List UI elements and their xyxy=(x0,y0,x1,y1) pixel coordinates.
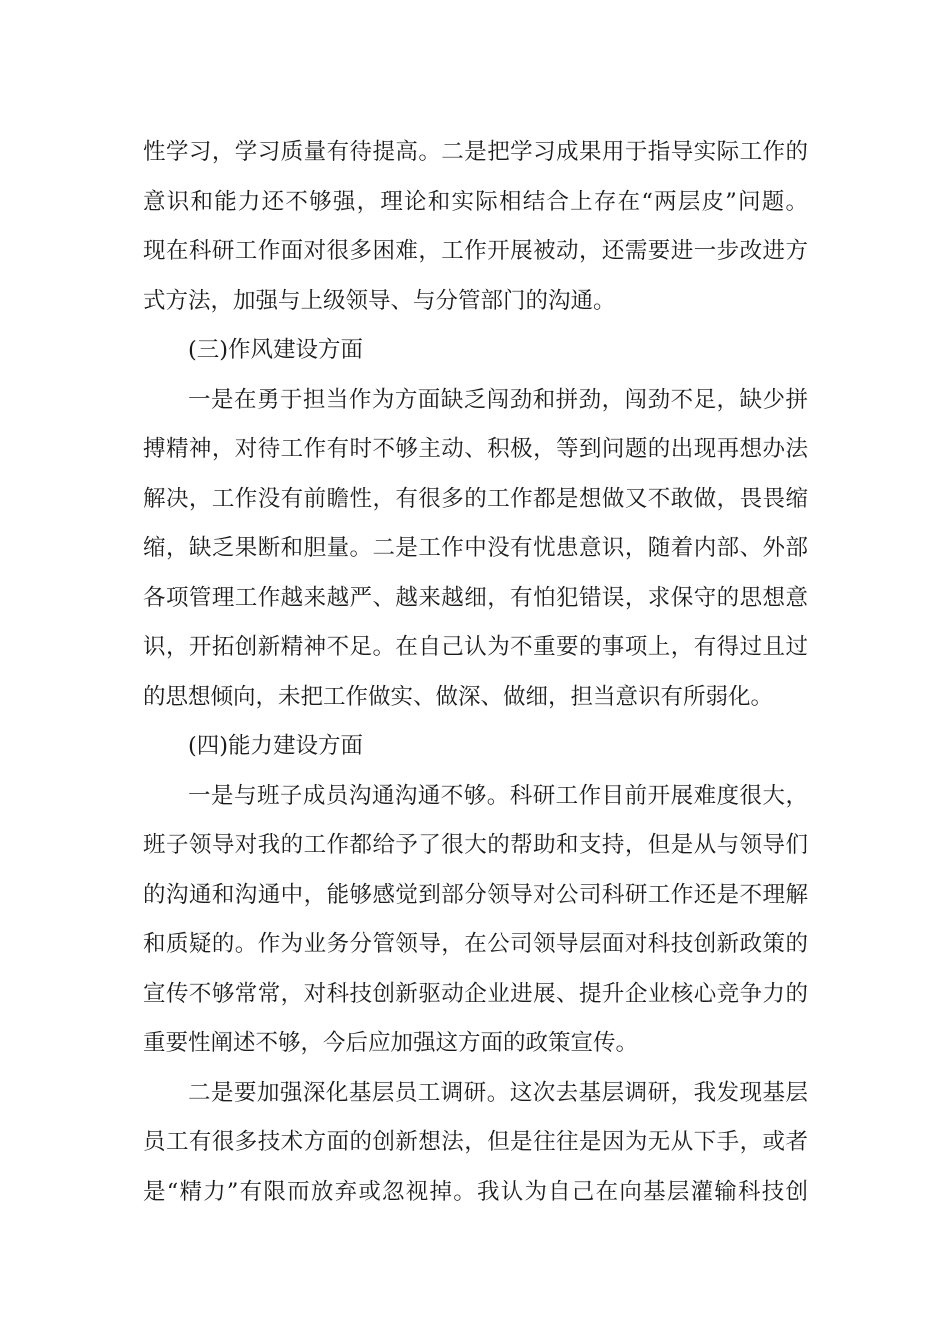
text-line: 的思想倾向，未把工作做实、做深、做细，担当意识有所弱化。 xyxy=(143,683,774,710)
text-line: 一是与班子成员沟通沟通不够。科研工作目前开展难度很大， xyxy=(188,782,808,809)
text-line: 宣传不够常常，对科技创新驱动企业进展、提升企业核心竞争力的 xyxy=(143,980,808,1007)
text-line: 是“精力”有限而放弃或忽视掉。我认为自己在向基层灌输科技创 xyxy=(143,1178,808,1205)
text-line: 和质疑的。作为业务分管领导，在公司领导层面对科技创新政策的 xyxy=(143,931,808,957)
text-line: 搏精神，对待工作有时不够主动、积极，等到问题的出现再想办法 xyxy=(143,436,808,462)
section-heading-3: (三)作风建设方面 xyxy=(188,337,364,363)
text-line: 性学习，学习质量有待提高。二是把学习成果用于指导实际工作的 xyxy=(143,139,808,165)
text-line: 一是在勇于担当作为方面缺乏闯劲和拼劲，闯劲不足，缺少拼 xyxy=(188,386,808,413)
text-line: 班子领导对我的工作都给予了很大的帮助和支持，但是从与领导们 xyxy=(143,832,808,858)
document-body xyxy=(143,128,808,1217)
section-heading-4: (四)能力建设方面 xyxy=(188,733,364,759)
text-line: 各项管理工作越来越严、越来越细，有怕犯错误，求保守的思想意 xyxy=(143,584,808,611)
text-line: 式方法，加强与上级领导、与分管部门的沟通。 xyxy=(143,287,616,314)
text-line: 解决，工作没有前瞻性，有很多的工作都是想做又不敢做，畏畏缩 xyxy=(143,485,808,512)
text-line: 员工有很多技术方面的创新想法，但是往往是因为无从下手，或者 xyxy=(143,1129,808,1155)
text-line: 重要性阐述不够，今后应加强这方面的政策宣传。 xyxy=(143,1030,639,1056)
text-line: 的沟通和沟通中，能够感觉到部分领导对公司科研工作还是不理解 xyxy=(143,881,808,908)
text-line: 现在科研工作面对很多困难，工作开展被动，还需要进一步改进方 xyxy=(143,238,808,264)
text-line: 二是要加强深化基层员工调研。这次去基层调研，我发现基层 xyxy=(188,1079,808,1106)
text-line: 识，开拓创新精神不足。在自己认为不重要的事项上，有得过且过 xyxy=(143,634,808,660)
text-line: 意识和能力还不够强，理论和实际相结合上存在“两层皮”问题。 xyxy=(143,188,808,215)
text-line: 缩，缺乏果断和胆量。二是工作中没有忧患意识，随着内部、外部 xyxy=(143,535,808,561)
